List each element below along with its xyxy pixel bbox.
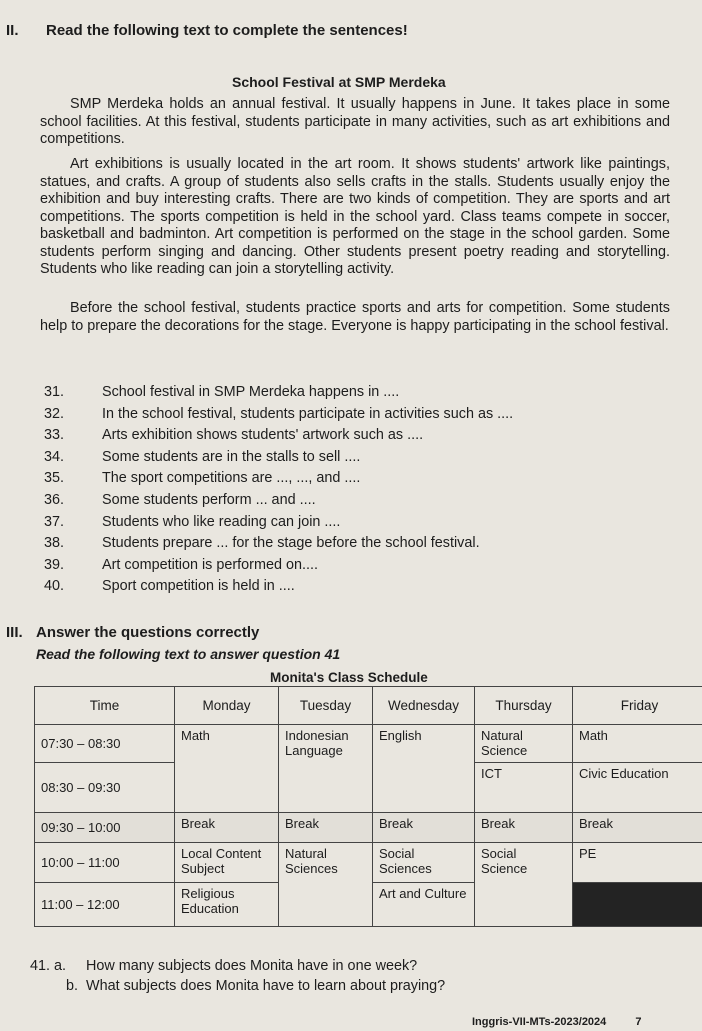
question-item bbox=[30, 576, 513, 598]
header-time: Time bbox=[35, 687, 175, 725]
question-number: 38. bbox=[44, 535, 65, 552]
section-2-number: II. bbox=[6, 22, 19, 39]
question-number: 31. bbox=[44, 384, 65, 400]
question-41b-label: b. bbox=[66, 978, 79, 994]
schedule-cell: Indonesian Language bbox=[279, 725, 373, 813]
schedule-row bbox=[35, 725, 702, 763]
section-3-subheading: Read the following text to answer question 41 bbox=[36, 646, 341, 662]
page-footer bbox=[472, 1016, 641, 1028]
question-text: Some students are in the stalls to sell .... bbox=[102, 448, 361, 465]
question-text: Some students perform ... and .... bbox=[102, 491, 316, 508]
question-41b-text: What subjects does Monita have to learn about praying? bbox=[86, 978, 446, 994]
schedule-cell: PE bbox=[573, 843, 702, 883]
schedule-cell: Art and Culture bbox=[373, 883, 475, 927]
schedule-cell: English bbox=[373, 725, 475, 813]
question-number: 40. bbox=[44, 578, 65, 595]
blocked-cell bbox=[573, 883, 702, 927]
time-slot: 08:30 – 09:30 bbox=[35, 763, 175, 813]
schedule-cell: ICT bbox=[475, 763, 573, 813]
footer-code: Inggris-VII-MTs-2023/2024 bbox=[472, 1016, 607, 1028]
schedule-cell: Break bbox=[573, 813, 702, 843]
schedule-cell: Break bbox=[279, 813, 373, 843]
schedule-cell: Math bbox=[175, 725, 279, 813]
header-tuesday: Tuesday bbox=[279, 687, 373, 725]
schedule-cell: Social Science bbox=[475, 843, 573, 927]
section-3-heading bbox=[6, 624, 259, 641]
class-schedule-table bbox=[34, 686, 702, 927]
schedule-break-row bbox=[35, 813, 702, 843]
story-title: School Festival at SMP Merdeka bbox=[232, 74, 446, 90]
time-slot: 09:30 – 10:00 bbox=[35, 813, 175, 843]
section-3-number: III. bbox=[6, 624, 23, 641]
question-item bbox=[30, 425, 513, 447]
question-number: 34. bbox=[44, 448, 65, 465]
schedule-cell: Break bbox=[475, 813, 573, 843]
question-item bbox=[30, 468, 513, 490]
question-41b bbox=[66, 978, 445, 994]
question-number: 37. bbox=[44, 513, 65, 530]
header-monday: Monday bbox=[175, 687, 279, 725]
question-number: 36. bbox=[44, 491, 65, 508]
question-text: Students who like reading can join .... bbox=[102, 513, 341, 530]
question-text: Arts exhibition shows students' artwork such as .... bbox=[102, 427, 424, 444]
question-item bbox=[30, 533, 513, 555]
schedule-cell: Religious Education bbox=[175, 883, 279, 927]
section-2-heading bbox=[6, 22, 408, 39]
schedule-cell: Break bbox=[373, 813, 475, 843]
schedule-title: Monita's Class Schedule bbox=[270, 670, 428, 685]
schedule-cell: Natural Sciences bbox=[279, 843, 373, 927]
question-number: 35. bbox=[44, 470, 65, 487]
question-number: 39. bbox=[44, 556, 65, 573]
header-wednesday: Wednesday bbox=[373, 687, 475, 725]
time-slot: 07:30 – 08:30 bbox=[35, 725, 175, 763]
question-text: Sport competition is held in .... bbox=[102, 578, 295, 595]
header-thursday: Thursday bbox=[475, 687, 573, 725]
question-list bbox=[30, 382, 513, 598]
time-slot: 10:00 – 11:00 bbox=[35, 843, 175, 883]
schedule-cell: Social Sciences bbox=[373, 843, 475, 883]
story-paragraph-3: Before the school festival, students practice sports and arts for competition. Some students help to prepare the decorations for the stage. Everyone is happy participating in the school festival. bbox=[40, 300, 670, 334]
schedule-cell: Local Content Subject bbox=[175, 843, 279, 883]
question-text: In the school festival, students participate in activities such as .... bbox=[102, 405, 514, 422]
question-41a-text: How many subjects does Monita have in one week? bbox=[86, 958, 418, 974]
schedule-row bbox=[35, 843, 702, 883]
question-item bbox=[30, 490, 513, 512]
question-text: School festival in SMP Merdeka happens in .... bbox=[102, 384, 400, 400]
story-paragraph-2: Art exhibitions is usually located in the art room. It shows students' artwork like paintings, statues, and crafts. A group of students also sells crafts in the stalls. Students usually enjoy the exhibition and buy interesting crafts. There are two kinds of competition. They are sports and art competitions. The sports competition is held in the school yard. Class teams compete in soccer, basketball and badminton. Art competition is performed on the stage in the school garden. Some students perform singing and dancing. Other students present poetry reading and storytelling. Students who like reading can join a storytelling activity. bbox=[40, 156, 670, 277]
story-paragraph-1: SMP Merdeka holds an annual festival. It usually happens in June. It takes place in some school facilities. At this festival, students participate in many activities, such as art exhibitions and competitions. bbox=[40, 96, 670, 147]
section-3-instruction: Answer the questions correctly bbox=[36, 624, 260, 641]
section-2-instruction: Read the following text to complete the sentences! bbox=[46, 22, 408, 39]
schedule-cell: Break bbox=[175, 813, 279, 843]
question-item bbox=[30, 382, 513, 404]
question-text: The sport competitions are ..., ..., and .... bbox=[102, 470, 361, 487]
schedule-cell: Math bbox=[573, 725, 702, 763]
question-item bbox=[30, 404, 513, 426]
schedule-cell: Natural Science bbox=[475, 725, 573, 763]
question-text: Art competition is performed on.... bbox=[102, 556, 318, 573]
question-41a-label: 41. a. bbox=[30, 958, 67, 974]
question-number: 33. bbox=[44, 427, 65, 444]
question-item bbox=[30, 447, 513, 469]
header-friday: Friday bbox=[573, 687, 702, 725]
question-item bbox=[30, 512, 513, 534]
question-41a bbox=[30, 958, 417, 974]
schedule-cell: Civic Education bbox=[573, 763, 702, 813]
page-number: 7 bbox=[635, 1016, 642, 1028]
question-number: 32. bbox=[44, 405, 65, 422]
schedule-header-row bbox=[35, 687, 702, 725]
time-slot: 11:00 – 12:00 bbox=[35, 883, 175, 927]
question-item bbox=[30, 555, 513, 577]
question-text: Students prepare ... for the stage before the school festival. bbox=[102, 535, 480, 552]
